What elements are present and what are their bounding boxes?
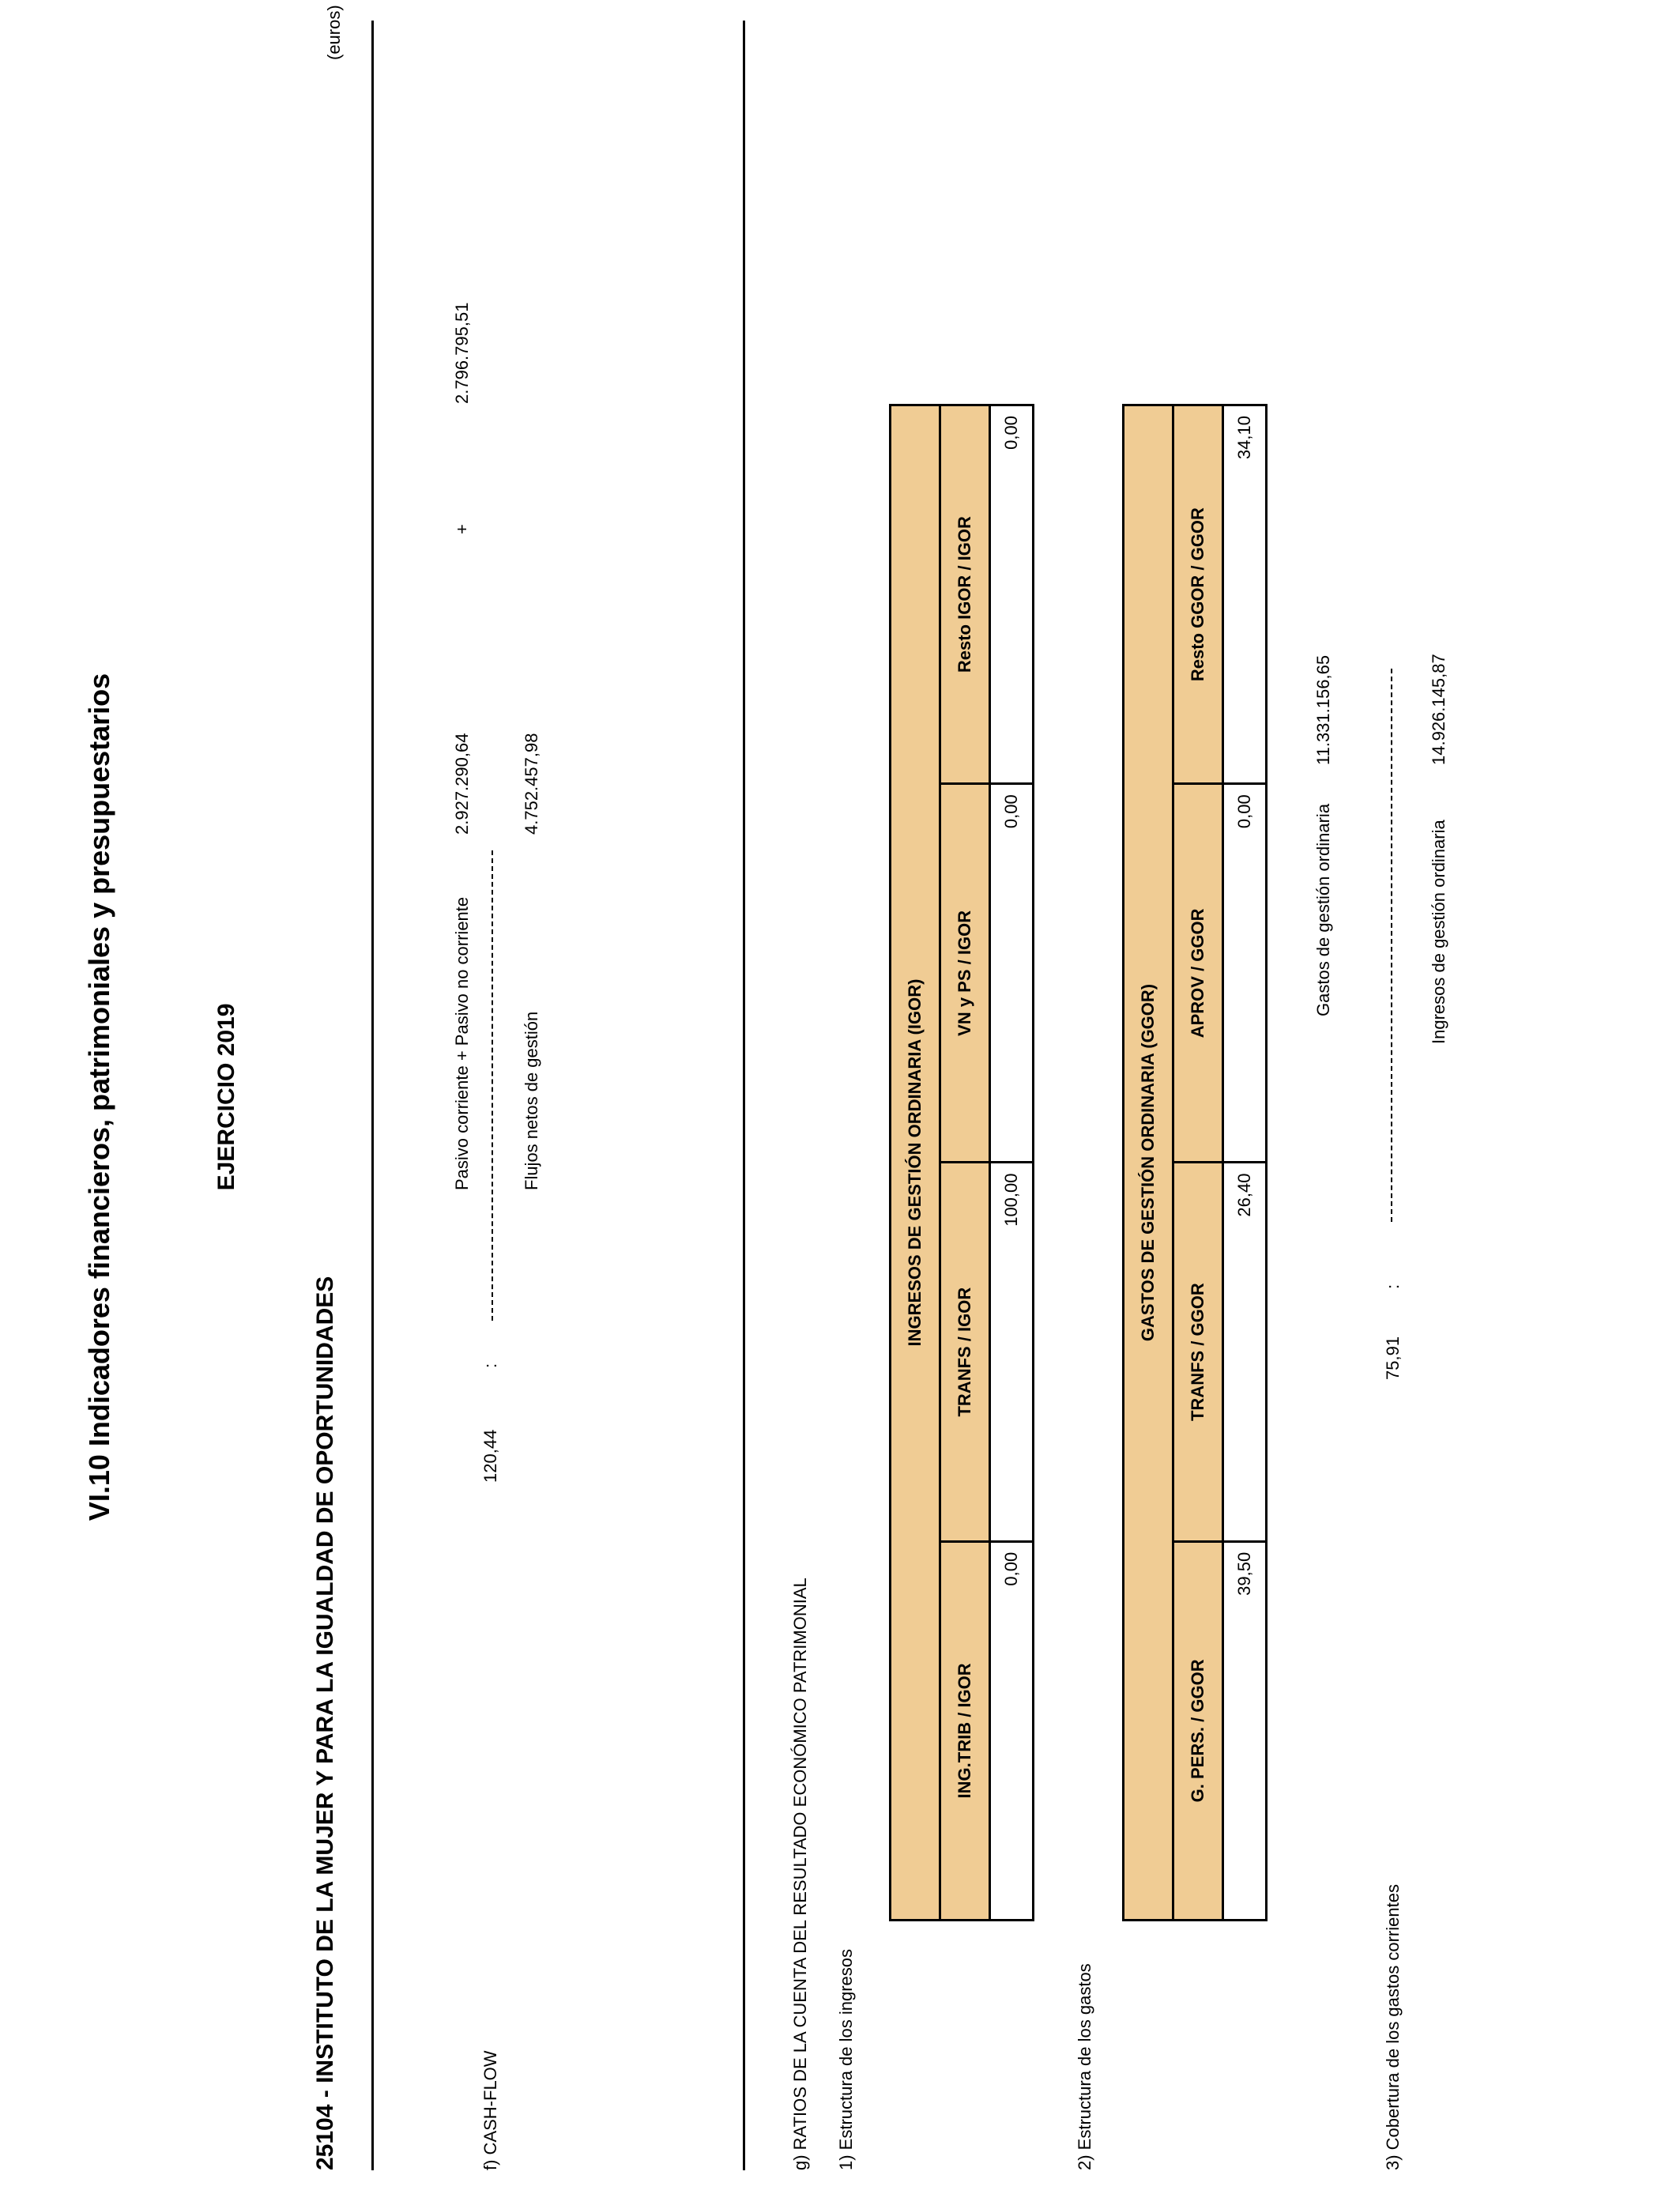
cobertura-denominator-value: 14.926.145,87 bbox=[1429, 654, 1448, 765]
middle-divider bbox=[743, 21, 745, 2170]
ingresos-col-vnps: VN y PS / IGOR bbox=[940, 784, 990, 1163]
ingresos-value-resto: 0,00 bbox=[990, 405, 1034, 784]
cobertura-label: 3) Cobertura de los gastos corrientes bbox=[1383, 1884, 1403, 2170]
top-divider bbox=[371, 21, 374, 2170]
cobertura-fraction-line bbox=[1391, 669, 1392, 1222]
gastos-col-aprov: APROV / GGOR bbox=[1173, 784, 1223, 1163]
page-title: VI.10 Indicadores financieros, patrimoniales y presupuestarios bbox=[83, 673, 115, 1521]
cashflow-numerator-value2: 2.796.795,51 bbox=[452, 302, 472, 404]
cashflow-label: f) CASH-FLOW bbox=[480, 2050, 500, 2170]
gastos-table-header: GASTOS DE GESTIÓN ORDINARIA (GGOR) bbox=[1124, 405, 1173, 1921]
ingresos-col-ingtrib: ING.TRIB / IGOR bbox=[940, 1541, 990, 1920]
ingresos-structure-label: 1) Estructura de los ingresos bbox=[836, 1948, 856, 2170]
ingresos-col-tranfs: TRANFS / IGOR bbox=[940, 1163, 990, 1541]
ingresos-value-ingtrib: 0,00 bbox=[990, 1541, 1034, 1920]
gastos-value-tranfs: 26,40 bbox=[1223, 1163, 1267, 1541]
cashflow-numerator-label: Pasivo corriente + Pasivo no corriente bbox=[452, 896, 472, 1190]
ingresos-value-vnps: 0,00 bbox=[990, 784, 1034, 1163]
cobertura-value: 75,91 bbox=[1383, 1336, 1403, 1380]
gastos-value-aprov: 0,00 bbox=[1223, 784, 1267, 1163]
cashflow-colon: : bbox=[480, 1363, 500, 1368]
gastos-value-resto: 34,10 bbox=[1223, 405, 1267, 784]
fiscal-year: EJERCICIO 2019 bbox=[213, 1003, 239, 1191]
cobertura-denominator-label: Ingresos de gestión ordinaria bbox=[1429, 820, 1448, 1044]
ratios-section-label: g) RATIOS DE LA CUENTA DEL RESULTADO ECONÓMICO PATRIMONIAL bbox=[790, 1578, 810, 2170]
ingresos-table-header: INGRESOS DE GESTIÓN ORDINARIA (IGOR) bbox=[891, 405, 940, 1921]
cashflow-value: 120,44 bbox=[480, 1429, 500, 1483]
gastos-col-tranfs: TRANFS / GGOR bbox=[1173, 1163, 1223, 1541]
cashflow-denominator-label: Flujos netos de gestión bbox=[522, 1011, 541, 1190]
cobertura-colon: : bbox=[1383, 1284, 1403, 1289]
cashflow-fraction-line bbox=[492, 850, 493, 1321]
ingresos-ratio-table bbox=[889, 404, 1034, 1921]
cashflow-denominator-value: 4.752.457,98 bbox=[522, 733, 541, 835]
cashflow-plus: + bbox=[452, 524, 472, 534]
cobertura-numerator-value: 11.331.156,65 bbox=[1313, 654, 1333, 765]
cashflow-numerator-value1: 2.927.290,64 bbox=[452, 733, 472, 835]
gastos-ratio-table bbox=[1122, 404, 1268, 1921]
ingresos-col-resto: Resto IGOR / IGOR bbox=[940, 405, 990, 784]
gastos-value-gpers: 39,50 bbox=[1223, 1541, 1267, 1920]
entity-name: 25104 - INSTITUTO DE LA MUJER Y PARA LA IGUALDAD DE OPORTUNIDADES bbox=[312, 1276, 338, 2170]
gastos-col-resto: Resto GGOR / GGOR bbox=[1173, 405, 1223, 784]
units-label: (euros) bbox=[324, 5, 344, 60]
ingresos-value-tranfs: 100,00 bbox=[990, 1163, 1034, 1541]
cobertura-numerator-label: Gastos de gestión ordinaria bbox=[1313, 803, 1333, 1016]
gastos-col-gpers: G. PERS. / GGOR bbox=[1173, 1541, 1223, 1920]
gastos-structure-label: 2) Estructura de los gastos bbox=[1075, 1963, 1094, 2170]
